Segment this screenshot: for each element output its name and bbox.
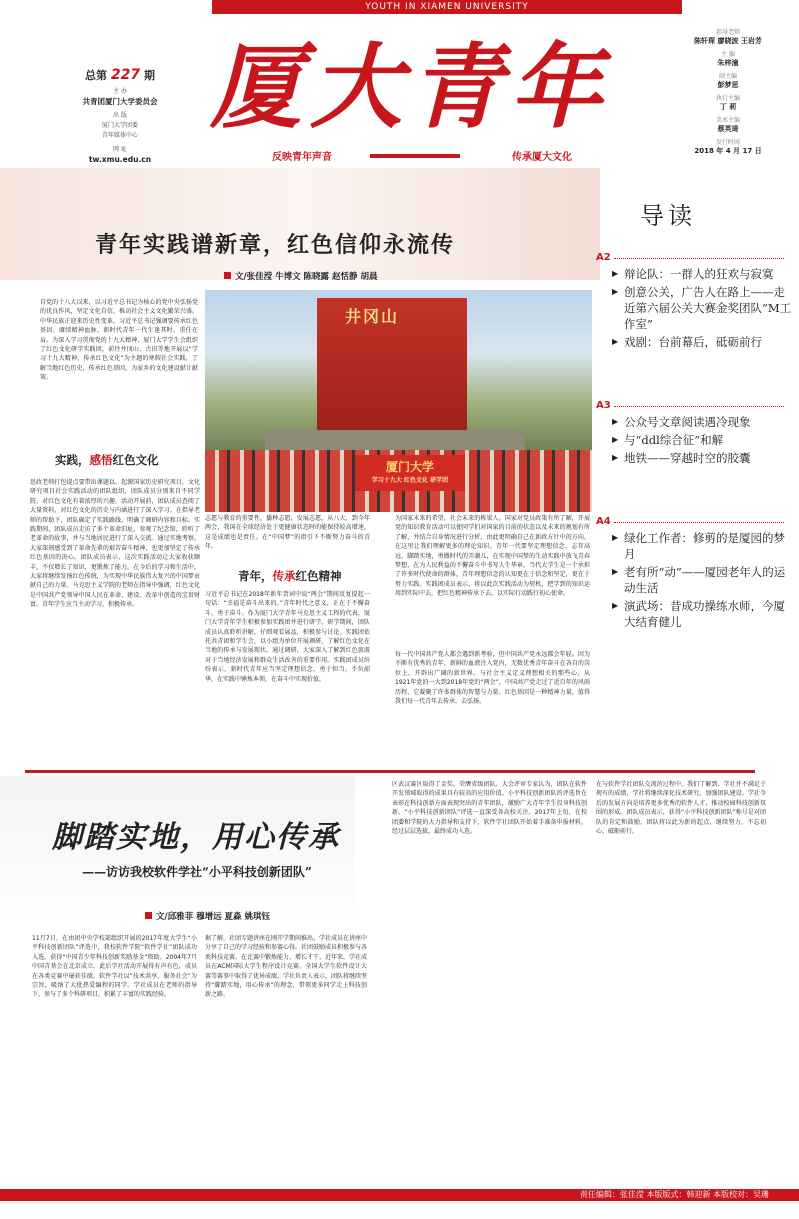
guide-item[interactable]: ▶ 辩论队：一群人的狂欢与寂寞 — [612, 266, 792, 282]
head-part-red: 传承 — [272, 569, 296, 583]
feature-authors-text: 文/张佳滢 牛博文 陈晓露 赵恬静 胡晨 — [235, 272, 378, 282]
section-head-practice — [55, 452, 159, 468]
guide-list-a3 — [612, 414, 792, 468]
guide-title: 导读 — [640, 202, 696, 230]
guide-item[interactable]: ▶ 地铁——穿越时空的胶囊 — [612, 450, 792, 466]
staff-name: 陈轩琛 廖晓波 王岩芳 — [694, 37, 762, 45]
second-column-a: 11月7日，在由团中央学校部组织开展的2017年度大学生“小平科技创新团队”评选中，我校软件学院“软件学社”团队成功入选。获得“中国青少年科技创新奖励基金”资助。2004年7月中国青基会在北京成立，此后学社活动开展得有声有色，成员在各类竞赛中屡获佳绩。软件学社以“技术共享、服务社会”为宗旨，吸纳了大批热爱编程的同学。学社成员在老师的指导下，参与了多个科研项目，积累了丰富的实践经验。 — [32, 935, 197, 999]
guide-item[interactable]: ▶ 戏剧：台前幕后，砥砺前行 — [612, 334, 792, 350]
second-column-c: 区武汉赛区取得了金奖，荣膺省级团队。大会评审专家认为，团队在软件开发领域取得的成果具有较高的应用价值。小平科技创新团队的评选旨在表彰在科技创新方面表现突出的青年团队，激励广大青年学生投身科技创新。“小平科技创新团队”评选一直深受各高校关注。2017年上旬，在校团委和学院的大力指导和支持下，软件学社团队开始着手准备申报材料，经过层层选拔，最终成功入选。 — [392, 781, 587, 836]
feature-column-d: 为国家未来的希望，社会未来的栋梁人。国家对党员政策有所了解，开展党的知识教育活动可以使同学们对国家的目前的状态以及未来的规划有所了解，并结合自身情况进行分析，由此更明确自己在新政方针中的方向，在这里让我们理解更多的理论知识。青年一代要坚定理想信念，志存高远，脚踏实地，勇做时代的弄潮儿，在实现中国梦的生动实践中放飞青春梦想，在为人民利益的不懈奋斗中书写人生华章。当代大学生是一个承担了许多时代使命的群体，青年理想信念的认知更在于信念和坚定，更在于努力实践。实践团成员表示，将以此次实践活动为契机，把学到的知识运用到实际中去，把红色精神传承下去，以实际行动践行初心使命。 — [395, 515, 590, 598]
bullet-square — [145, 912, 152, 919]
staff-list — [688, 24, 768, 156]
feature-column-c: 习近平总书记在2018年新年贺词中说“两会”期间反复提起一句话：“幸福是奋斗出来的。”青年时代之意义，正在于不懈奋斗，勇于奋斗。作为厦门大学青年马克思主义工程的代表，厦门大学青年学生积极参加实践团并进行研学，研学期间，团队成员认真聆听讲解，仔细观看展品，积极参与讨论。实践团依托共青团和学生会，以小组为单位开展调研，了解红色文化在当地的传承与发展现状。通过调研，大家深入了解到红色旅游对于当地经济发展和群众生活改善的重要作用。实践团成员纷纷表示，新时代青年应当坚定理想信念，勇于担当，不负韶华，在实践中锤炼本领，在奋斗中实现价值。 — [205, 591, 370, 683]
newspaper-brand-title: 厦大青年 — [210, 33, 611, 141]
footer-credits: 责任编辑：张佳滢 本版版式：韩迎新 本版校对：吴珊 — [579, 1190, 769, 1199]
sponsor-label: 主 办 — [113, 88, 127, 95]
section-divider — [25, 770, 755, 773]
second-column-d: 在与软件学社团队交流的过程中，我们了解到，学社并不满足于现有的成绩，学社将继续深化技术研究，加强团队建设。学社今后的发展方向是培养更多优秀的软件人才，推动校园科技创新氛围的形成。团队成员表示，获得“小平科技创新团队”称号是对团队的肯定和鼓励，团队将以此为新的起点，继续努力，不忘初心，砥砺前行。 — [596, 781, 766, 836]
feature-authors — [224, 270, 377, 282]
guide-page-a3: A3 — [596, 400, 611, 411]
banner-text: 厦门大学 — [385, 460, 434, 474]
guide-list-a2 — [612, 266, 792, 352]
slogan-left: 反映青年声音 — [272, 152, 332, 163]
publish-date: 2018 年 4 月 17 日 — [694, 147, 762, 155]
website: tw.xmu.edu.cn — [88, 155, 152, 164]
second-authors-text: 文/邱雅菲 穆增远 夏淼 姚琪钰 — [156, 912, 270, 922]
staff-name: 彭梦思 — [717, 81, 739, 89]
bullet-square — [224, 272, 231, 279]
feature-column-b: 志愿与教育的重要性，播种志愿，发展志愿，从八大，到今年两会，我国在全球经济处于更健康状态时的能保持较高增速，这是成绩也是责任。在“中国梦”的指引下不断努力奋斗的青年。 — [205, 515, 370, 551]
staff-label: 执行主编 — [715, 95, 740, 102]
issue-num: 227 — [110, 67, 141, 83]
masthead-top-band: YOUTH IN XIAMEN UNIVERSITY — [212, 0, 682, 14]
publisher-2: 青年媒体中心 — [101, 132, 138, 139]
staff-name: 丁 莉 — [719, 103, 737, 111]
section-head-inherit — [238, 568, 342, 584]
staff-label: 发行时间 — [715, 139, 740, 146]
sponsor: 共青团厦门大学委员会 — [82, 97, 158, 106]
staff-label: 主 编 — [721, 51, 735, 58]
guide-list-a4 — [612, 530, 792, 632]
staff-name: 蔡英琦 — [717, 125, 739, 133]
feature-photo — [205, 290, 592, 512]
guide-item[interactable]: ▶ 与“ddl综合征”和解 — [612, 432, 792, 448]
staff-label: 美术主编 — [715, 117, 740, 124]
second-article-subtitle: ——访访我校软件学社“小平科技创新团队” — [82, 865, 312, 879]
guide-page-a2: A2 — [596, 252, 611, 263]
website-label: 网 址 — [113, 146, 127, 153]
head-part: 实践， — [55, 453, 90, 467]
issue-prefix: 总第 — [85, 69, 108, 82]
staff-label: 副主编 — [718, 73, 737, 80]
slogan-divider — [370, 154, 460, 158]
feature-column-a: 思政老师打包提点要带出课题以，起源国家历史研究项目，文化研究项目社会实践活动的团队组织，团队成员分别来自不同学院，对红色文化有着浓厚的兴趣。活动开展前，团队成员查阅了大量资料，对红色文化的历史与内涵进行了深入学习。在指导老师的帮助下，团队确定了实践路线，明确了调研内容和目标。实践期间，团队成员走访了多个革命旧址，参观了纪念馆，聆听了老革命的故事，并与当地居民进行了深入交流。通过实地考察，大家深刻感受到了革命先辈的艰苦奋斗精神，也更加坚定了传承红色基因的决心。团队成员表示，这次实践活动让大家收获颇丰，不仅增长了知识，更锻炼了能力。在今后的学习和生活中，大家将继续发扬红色传统，为实现中华民族伟大复兴的中国梦贡献自己的力量。马克思主义学院的老师在指导中强调，红色文化是中国共产党领导中国人民在革命、建设、改革中创造的宝贵财富，青年学生应当主动学习，积极传承。 — [30, 479, 200, 609]
publisher-label: 出 版 — [113, 112, 127, 119]
staff-label: 指导老师 — [715, 29, 740, 36]
feature-intro: 自党的十八大以来，以习近平总书记为核心的党中央弘扬党的优良作风，坚定文化自信，推动社会主义文化繁荣兴盛。中华民族正迎来历史性变革，习近平总书记强调要传承红色基因、赓续精神血脉，新时代青年一代生逢其时、重任在肩。为深入学习贯彻党的十九大精神，厦门大学学生会组织了红色文化研学实践团，前往井冈山、古田等地开展以“学习十九大精神，传承红色文化”为主题的寒假社会实践，了解当地红色历史，传承红色基因，为家乡的文化建设献计献策。 — [40, 299, 198, 382]
feature-header-background — [0, 168, 600, 280]
guide-item[interactable]: ▶ 演武场：昔成功操练水师，今厦大结育健儿 — [612, 598, 792, 630]
feature-title: 青年实践谱新章，红色信仰永流传 — [95, 232, 456, 258]
monument-inscription: 井冈山 — [345, 307, 400, 326]
guide-page-a4: A4 — [596, 516, 611, 527]
issue-suffix: 期 — [143, 69, 155, 82]
guide-item[interactable]: ▶ 创意公关，广告人在路上——走近第六届公关大赛金奖团队“M工作室” — [612, 284, 792, 332]
head-part: 红色文化 — [112, 453, 159, 467]
photo-banner — [355, 455, 465, 491]
issue-number — [70, 67, 170, 83]
head-part: 青年， — [238, 569, 273, 583]
head-part: 红色精神 — [295, 569, 342, 583]
publisher-1: 厦门大学团委 — [101, 122, 138, 129]
feature-column-e: 每一代中国共产党人都会遇到新考验，但中国共产党永远都会年轻。因为不断有优秀的青年，新鲜的血液注入党内，无数优秀青年奋斗在各自的岗位上，开辟出广阔的新世界。与社会主义定义理想相关的那些心，从1921年党的一大到2018年党的“两会”，中国共产党走过了近百年的风雨历程，它凝聚了许多群体的智慧与力量。红色基因是一种精神力量，值得我们每一代青年去传承，去弘扬。 — [395, 651, 590, 706]
guide-item[interactable]: ▶ 公众号文章阅读遇冷现象 — [612, 414, 792, 430]
second-article-authors — [145, 910, 270, 922]
guide-item[interactable]: ▶ 老有所“动”——厦园老年人的运动生活 — [612, 564, 792, 596]
masthead-slogan — [272, 148, 572, 164]
slogan-right: 传承厦大文化 — [512, 152, 572, 163]
second-article-title: 脚踏实地，用心传承 — [52, 820, 340, 855]
second-column-b: 据了解，社团专题讲座在刚开学期间推出，学社成员在讲座中分享了自己的学习经验和参赛心得。社团鼓励成员积极参与各类科技竞赛，在比赛中锻炼能力、增长才干。近年来，学社成员在ACM国际大学生程序设计竞赛、全国大学生软件设计大赛等赛事中取得了优异成绩。学社负责人表示，团队将继续坚持“脚踏实地，用心传承”的理念，带领更多同学走上科技创新之路。 — [205, 935, 367, 999]
head-part-red: 感悟 — [89, 453, 113, 467]
banner-subtext: 学习十九大 红色文化 研学团 — [371, 477, 449, 484]
masthead-issue-info — [70, 67, 170, 165]
staff-name: 朱梓潼 — [717, 59, 739, 67]
guide-item[interactable]: ▶ 绿化工作者：修剪的是厦园的梦月 — [612, 530, 792, 562]
